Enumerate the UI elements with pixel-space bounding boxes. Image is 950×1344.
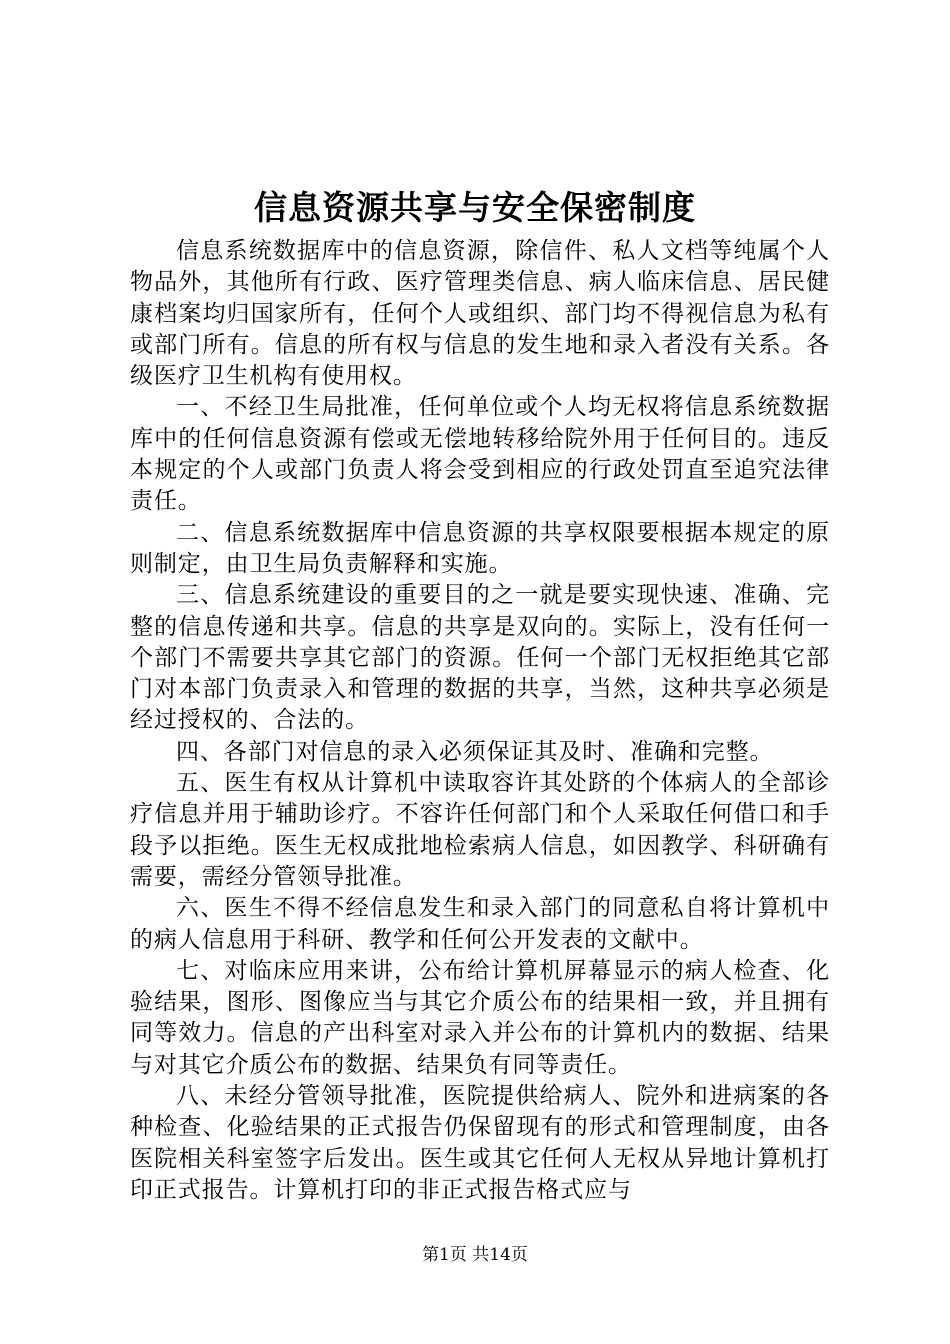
paragraph-1: 一、不经卫生局批准，任何单位或个人均无权将信息系统数据库中的任何信息资源有偿或无偿地转移给院外用于任何目的。违反本规定的个人或部门负责人将会受到相应的行政处罚直至追究法律责任。 bbox=[130, 394, 830, 515]
paragraph-4: 四、各部门对信息的录入必须保证其及时、准确和完整。 bbox=[176, 738, 774, 765]
paragraph-7: 七、对临床应用来讲，公布给计算机屏幕显示的病人检查、化验结果，图形、图像应当与其它介质公布的结果相一致，并且拥有同等效力。信息的产出科室对录入并公布的计算机内的数据、结果与对其它介质公布的数据、结果负有同等责任。 bbox=[130, 957, 830, 1078]
paragraph-5: 五、医生有权从计算机中读取容许其处跻的个体病人的全部诊疗信息并用于辅助诊疗。不容许任何部门和个人采取任何借口和手段予以拒绝。医生无权成批地检索病人信息，如因教学、科研确有需要，需经分管领导批准。 bbox=[130, 770, 830, 890]
document-title: 信息资源共享与安全保密制度 bbox=[254, 188, 696, 227]
paragraph-2: 二、信息系统数据库中信息资源的共享权限要根据本规定的原则制定，由卫生局负责解释和实施。 bbox=[130, 519, 830, 577]
paragraph-3: 三、信息系统建设的重要目的之一就是要实现快速、准确、完整的信息传递和共享。信息的共享是双向的。实际上，没有任何一个部门不需要共享其它部门的资源。任何一个部门无权拒绝其它部门对本部门负责录入和管理的数据的共享，当然，这种共享必须是经过授权的、合法的。 bbox=[130, 582, 830, 734]
paragraph-6: 六、医生不得不经信息发生和录入部门的同意私自将计算机中的病人信息用于科研、教学和任何公开发表的文献中。 bbox=[130, 895, 830, 953]
paragraph-8: 八、未经分管领导批准，医院提供给病人、院外和进病案的各种检查、化验结果的正式报告仍保留现有的形式和管理制度，由各医院相关科室签字后发出。医生或其它任何人无权从异地计算机打印正式报告。计算机打印的非正式报告格式应与 bbox=[130, 1083, 830, 1203]
paragraph-intro: 信息系统数据库中的信息资源，除信件、私人文档等纯属个人物品外，其他所有行政、医疗管理类信息、病人临床信息、居民健康档案均归国家所有，任何个人或组织、部门均不得视信息为私有或部门所有。信息的所有权与信息的发生地和录入者没有关系。各级医疗卫生机构有使用权。 bbox=[130, 238, 830, 390]
document-body bbox=[130, 236, 830, 1206]
page-number-footer: 第1页 共14页 bbox=[422, 1245, 528, 1265]
